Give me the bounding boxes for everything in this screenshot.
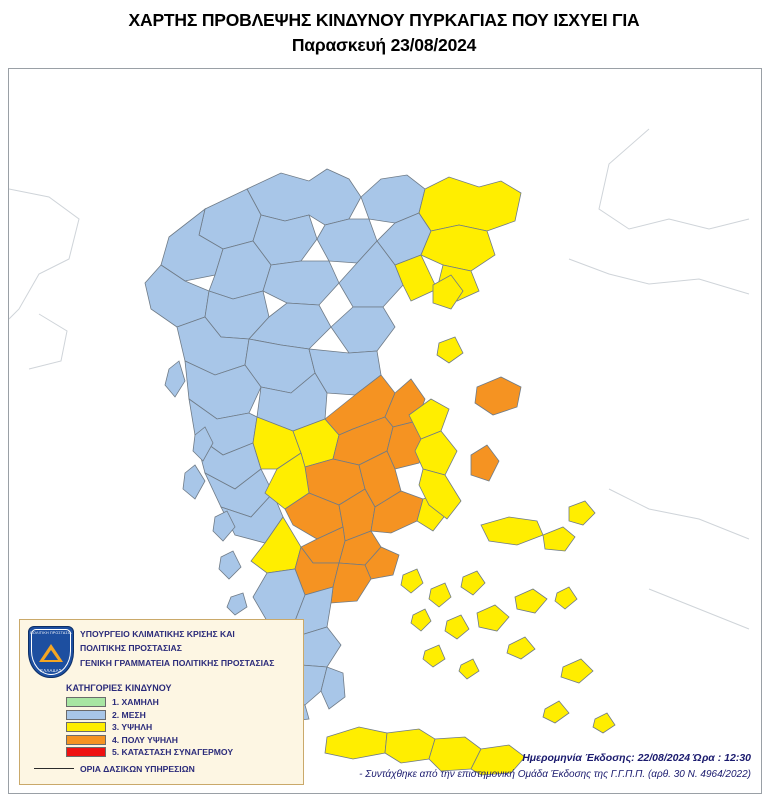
title-line-2: Παρασκευή 23/08/2024 (291, 35, 477, 56)
legend-label-low: 1. ΧΑΜΗΛΗ (112, 697, 159, 708)
author-note: - Συντάχθηκε από την επιστημονική Ομάδα Έκδοσης της Γ.Γ.Π.Π. (αρθ. 30 Ν. 4964/2022) (359, 769, 751, 780)
legend-boundary-row (34, 764, 295, 774)
legend-label-medium: 2. ΜΕΣΗ (112, 709, 146, 720)
legend-category-list (66, 696, 295, 759)
legend-swatch-low (66, 697, 106, 707)
legend-row-4 (66, 734, 295, 747)
civil-protection-emblem-icon (28, 626, 74, 678)
legend-row-1 (66, 696, 295, 709)
legend-row-3 (66, 721, 295, 734)
legend-swatch-very-high (66, 735, 106, 745)
ministry-line-1: ΥΠΟΥΡΓΕΙΟ ΚΛΙΜΑΤΙΚΗΣ ΚΡΙΣΗΣ ΚΑΙ (80, 629, 235, 639)
legend-row-5 (66, 746, 295, 759)
legend-label-boundary: ΟΡΙΑ ΔΑΣΙΚΩΝ ΥΠΗΡΕΣΙΩΝ (80, 763, 195, 774)
region-high[interactable] (419, 177, 521, 231)
legend-row-2 (66, 709, 295, 722)
ministry-block (80, 626, 274, 669)
legend-swatch-medium (66, 710, 106, 720)
legend-subtitle: ΚΑΤΗΓΟΡΙΕΣ ΚΙΝΔΥΝΟΥ (66, 683, 172, 693)
title-line-1: ΧΑΡΤΗΣ ΠΡΟΒΛΕΨΗΣ ΚΙΝΔΥΝΟΥ ΠΥΡΚΑΓΙΑΣ ΠΟΥ ΙΣΧΥΕΙ ΓΙΑ (128, 10, 640, 30)
ministry-line-2: ΠΟΛΙΤΙΚΗΣ ΠΡΟΣΤΑΣΙΑΣ (80, 643, 182, 654)
page-title (0, 8, 768, 59)
legend-box (19, 619, 304, 785)
map-frame[interactable] (8, 68, 762, 794)
legend-label-alert: 5. ΚΑΤΑΣΤΑΣΗ ΣΥΝΑΓΕΡΜΟΥ (112, 747, 234, 758)
boundary-line-sample-icon (34, 768, 74, 769)
emblem-top-text: ΠΟΛΙΤΙΚΗ ΠΡΟΣΤΑΣΙΑ (30, 631, 72, 635)
emblem-bottom-text: ΕΛΛΑΔΑΣ (40, 668, 62, 673)
legend-swatch-alert (66, 747, 106, 757)
legend-label-high: 3. ΥΨΗΛΗ (112, 722, 153, 733)
ministry-line-3: ΓΕΝΙΚΗ ΓΡΑΜΜΑΤΕΙΑ ΠΟΛΙΤΙΚΗΣ ΠΡΟΣΤΑΣΙΑΣ (80, 657, 275, 668)
issue-datetime: Ημερομηνία Έκδοσης: 22/08/2024 Ώρα : 12:30 (522, 752, 751, 765)
legend-label-very-high: 4. ΠΟΛΥ ΥΨΗΛΗ (112, 734, 178, 745)
legend-swatch-high (66, 722, 106, 732)
issue-notes (359, 750, 751, 783)
legend-header (28, 626, 295, 678)
